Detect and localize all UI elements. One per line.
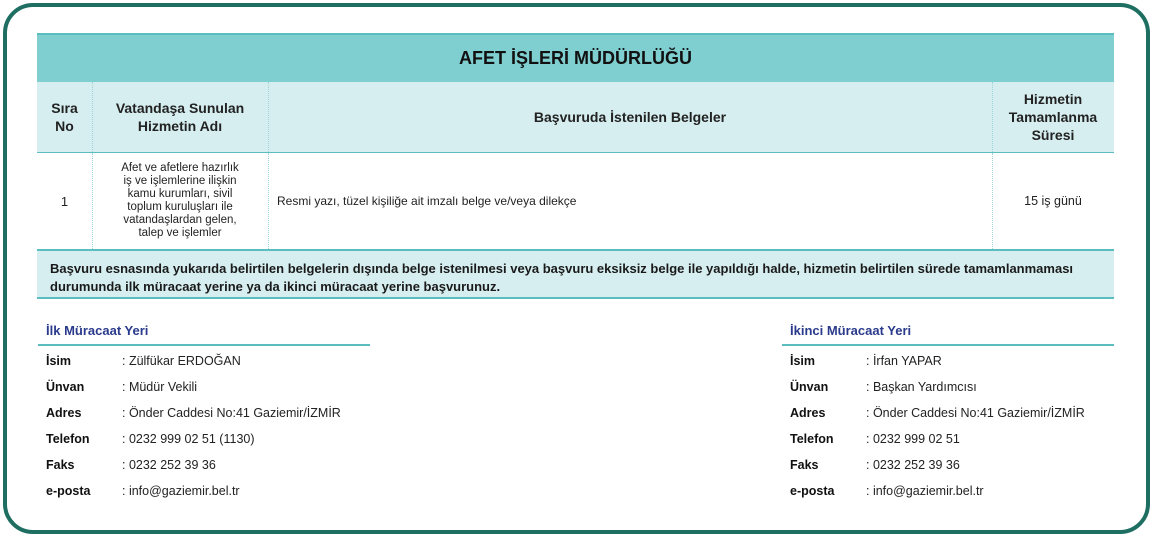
field-value: : Müdür Vekili (122, 380, 198, 394)
second-contact-row (782, 452, 1114, 478)
first-contact-row (38, 478, 370, 504)
header-hizmet-adi: Vatandaşa Sunulan Hizmetin Adı (115, 100, 245, 134)
field-value: : Önder Caddesi No:41 Gaziemir/İZMİR (866, 406, 1085, 420)
notice-text: Başvuru esnasında yukarıda belirtilen belgelerin dışında belge istenilmesi veya başvuru eksiksiz belge ile yapıldığı halde, hizmetin belirtilen sürede tamamlanmaması durumunda ilk müracaat yerine ya da ikinci müracaat yerine başvurunuz. (37, 251, 1114, 299)
row-sira: 1 (60, 193, 69, 209)
field-label: e-posta (46, 484, 91, 498)
first-contact-row (38, 426, 370, 452)
second-contact-section (782, 322, 1114, 504)
header-belgeler: Başvuruda İstenilen Belgeler (533, 109, 727, 125)
field-label: Ünvan (46, 380, 85, 394)
first-contact-row (38, 452, 370, 478)
field-label: Adres (790, 406, 826, 420)
field-value: : İrfan YAPAR (866, 354, 942, 368)
field-label: Faks (46, 458, 75, 472)
table-row (37, 153, 1114, 251)
second-contact-row (782, 478, 1114, 504)
field-label: Faks (790, 458, 819, 472)
table-header (37, 82, 1114, 154)
second-contact-heading: İkinci Müracaat Yeri (790, 323, 912, 338)
first-contact-row (38, 374, 370, 400)
field-value: : 0232 252 39 36 (866, 458, 960, 472)
field-label: Telefon (790, 432, 834, 446)
field-value: : Başkan Yardımcısı (866, 380, 977, 394)
title-band (37, 33, 1114, 82)
second-contact-row (782, 374, 1114, 400)
field-label: İsim (790, 354, 816, 368)
first-contact-row (38, 348, 370, 374)
second-contact-row (782, 348, 1114, 374)
field-label: e-posta (790, 484, 835, 498)
field-label: Ünvan (790, 380, 829, 394)
field-value: : info@gaziemir.bel.tr (866, 484, 984, 498)
field-value: : Önder Caddesi No:41 Gaziemir/İZMİR (122, 406, 341, 420)
second-contact-row (782, 426, 1114, 452)
first-contact-row (38, 400, 370, 426)
page-title: AFET İŞLERİ MÜDÜRLÜĞÜ (459, 48, 692, 68)
row-sure: 15 iş günü (1024, 194, 1082, 208)
field-value: : 0232 999 02 51 (1130) (122, 432, 255, 446)
header-sira-no: Sıra No (51, 100, 78, 134)
field-value: : 0232 252 39 36 (122, 458, 216, 472)
first-contact-heading: İlk Müracaat Yeri (46, 323, 149, 338)
field-value: : 0232 999 02 51 (866, 432, 960, 446)
header-sure: Hizmetin Tamamlanma Süresi (1008, 91, 1098, 143)
row-hizmet: Afet ve afetlere hazırlık iş ve işlemlerine ilişkin kamu kurumları, sivil toplum kuruluşları ile vatandaşlardan gelen, talep ve işlemler (121, 162, 239, 239)
row-belgeler: Resmi yazı, tüzel kişiliğe ait imzalı belge ve/veya dilekçe (277, 194, 577, 208)
field-value: : Zülfükar ERDOĞAN (122, 354, 241, 368)
field-label: Telefon (46, 432, 90, 446)
field-label: İsim (46, 354, 72, 368)
field-label: Adres (46, 406, 82, 420)
second-contact-row (782, 400, 1114, 426)
field-value: : info@gaziemir.bel.tr (122, 484, 240, 498)
first-contact-section (38, 322, 370, 504)
